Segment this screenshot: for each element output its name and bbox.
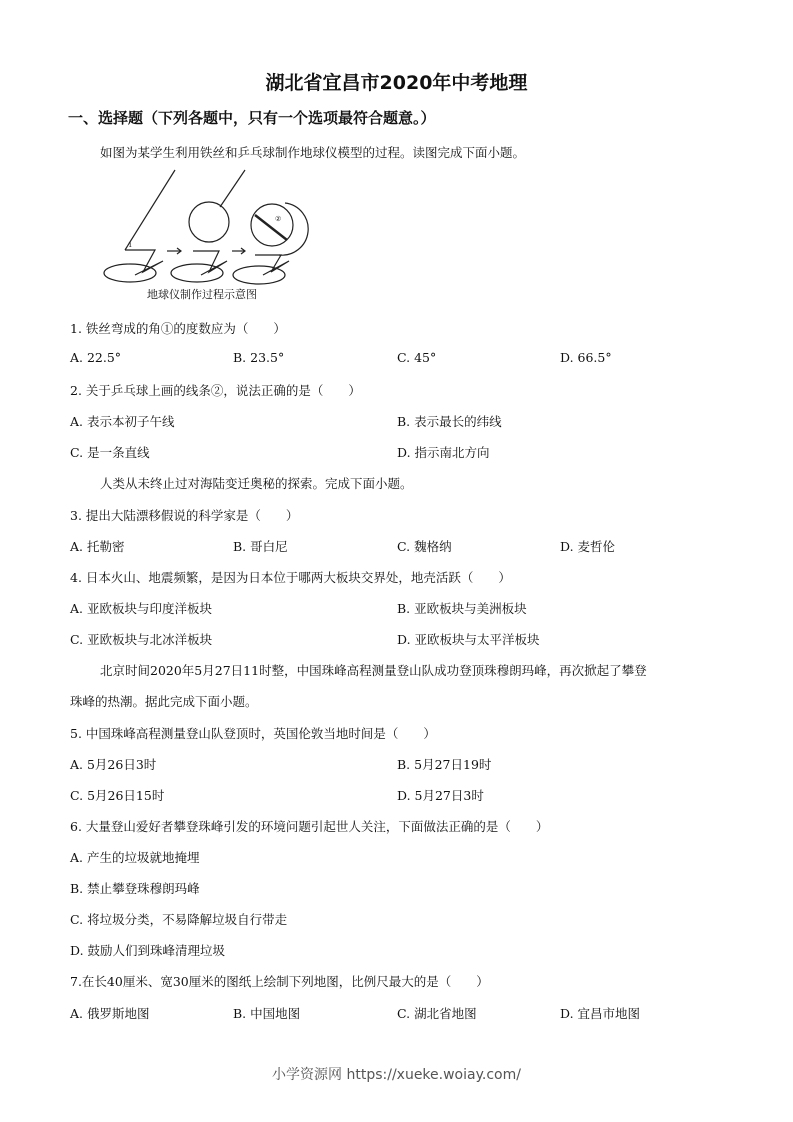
q3-option-c: C. 魏格纳	[397, 539, 452, 554]
q6-option-a: A. 产生的垃圾就地掩埋	[70, 850, 200, 865]
q5-option-a: A. 5月26日3时	[70, 757, 157, 772]
q4-option-a: A. 亚欧板块与印度洋板块	[70, 601, 212, 616]
q7-option-a: A. 俄罗斯地图	[70, 1006, 150, 1021]
q7-option-b: B. 中国地图	[233, 1006, 301, 1021]
question-1: 1. 铁丝弯成的角①的度数应为（ ）	[70, 321, 286, 336]
question-5: 5. 中国珠峰高程测量登山队登顶时，英国伦敦当地时间是（ ）	[70, 726, 436, 741]
intro-text-3-line-2: 珠峰的热潮。据此完成下面小题。	[70, 694, 258, 709]
intro-text-1: 如图为某学生利用铁丝和乒乓球制作地球仪模型的过程。读图完成下面小题。	[100, 145, 526, 160]
q1-option-d: D. 66.5°	[560, 350, 612, 365]
page-title: 湖北省宜昌市2020年中考地理	[265, 72, 528, 94]
question-2: 2. 关于乒乓球上画的线条②，说法正确的是（ ）	[70, 383, 361, 398]
q3-option-a: A. 托勒密	[70, 539, 125, 554]
q6-option-d: D. 鼓励人们到珠峰清理垃圾	[70, 943, 226, 958]
figure-caption: 地球仪制作过程示意图	[147, 288, 257, 301]
q2-option-c: C. 是一条直线	[70, 445, 150, 460]
q2-option-d: D. 指示南北方向	[397, 445, 490, 460]
q7-option-d: D. 宜昌市地图	[560, 1006, 641, 1021]
question-6: 6. 大量登山爱好者攀登珠峰引发的环境问题引起世人关注，下面做法正确的是（ ）	[70, 819, 549, 834]
q5-option-c: C. 5月26日15时	[70, 788, 165, 803]
q1-option-b: B. 23.5°	[233, 350, 285, 365]
q6-option-c: C. 将垃圾分类，不易降解垃圾自行带走	[70, 912, 288, 927]
q1-option-a: A. 22.5°	[70, 350, 122, 365]
q4-option-b: B. 亚欧板块与美洲板块	[397, 601, 527, 616]
section-heading: 一、选择题（下列各题中，只有一个选项最符合题意。）	[68, 109, 436, 127]
q3-option-b: B. 哥白尼	[233, 539, 288, 554]
footer-watermark: 小学资源网 https://xueke.woiay.com/	[272, 1067, 521, 1083]
question-3: 3. 提出大陆漂移假说的科学家是（ ）	[70, 508, 299, 523]
q5-option-d: D. 5月27日3时	[397, 788, 484, 803]
angle-label: 1	[128, 241, 133, 249]
intro-text-2: 人类从未终止过对海陆变迁奥秘的探索。完成下面小题。	[100, 476, 413, 491]
intro-text-3-line-1: 北京时间2020年5月27日11时整，中国珠峰高程测量登山队成功登顶珠穆朗玛峰，再次掀起了攀登	[100, 663, 647, 678]
q5-option-b: B. 5月27日19时	[397, 757, 492, 772]
line-label: ②	[275, 215, 282, 223]
globe-making-figure	[95, 165, 310, 305]
q6-option-b: B. 禁止攀登珠穆朗玛峰	[70, 881, 200, 896]
q3-option-d: D. 麦哲伦	[560, 539, 616, 554]
q2-option-b: B. 表示最长的纬线	[397, 414, 502, 429]
q7-option-c: C. 湖北省地图	[397, 1006, 477, 1021]
globe-diagram-icon	[95, 165, 310, 305]
q4-option-d: D. 亚欧板块与太平洋板块	[397, 632, 540, 647]
question-4: 4. 日本火山、地震频繁，是因为日本位于哪两大板块交界处，地壳活跃（ ）	[70, 570, 511, 585]
q4-option-c: C. 亚欧板块与北冰洋板块	[70, 632, 213, 647]
question-7: 7.在长40厘米、宽30厘米的图纸上绘制下列地图，比例尺最大的是（ ）	[70, 974, 489, 989]
q2-option-a: A. 表示本初子午线	[70, 414, 175, 429]
q1-option-c: C. 45°	[397, 350, 437, 365]
